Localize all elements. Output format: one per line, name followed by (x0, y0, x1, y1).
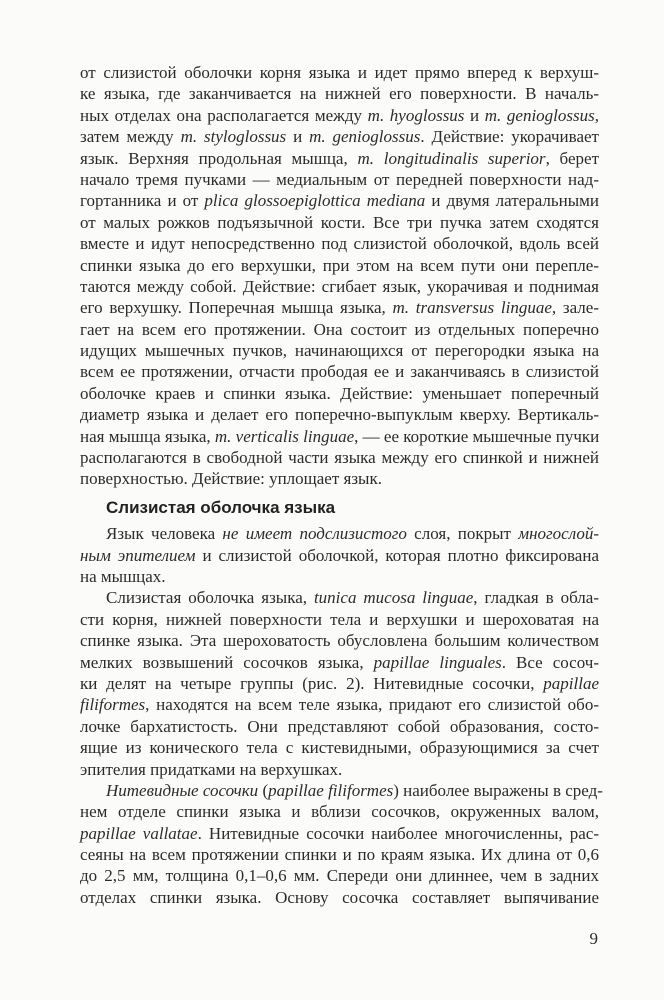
text-line (80, 190, 599, 211)
text-run: поверхностью. Действие: уплощает язык. (80, 469, 382, 489)
text-run: ( (258, 780, 269, 800)
text-line (80, 523, 599, 544)
text-line (80, 62, 599, 83)
text-line (80, 340, 599, 361)
text-run: мелких возвышений сосочков языка, (80, 652, 374, 672)
italic-term: tunica mucosa linguae (313, 588, 474, 608)
italic-term: papillae filiformes (268, 780, 394, 800)
text-line (80, 780, 603, 801)
text-line (80, 212, 599, 233)
text-run: идущих мышечных пучков, начинающихся от перегородки языка на (80, 341, 599, 361)
italic-term: многослой- (518, 524, 599, 544)
text-line (80, 587, 599, 608)
italic-term: m. hyoglossus (367, 105, 465, 125)
text-run: , зале- (551, 298, 599, 318)
text-run: от малых рожков подъязычной кости. Все три пучка затем сходятся (80, 212, 599, 232)
text-run: ящие из конического тела с кистевидными, образующимися за счет (80, 738, 599, 758)
text-run: спинки языка до его верхушки, при этом на всем пути они перепле- (80, 255, 599, 275)
text-line (80, 823, 599, 844)
italic-term: plica glossoepiglottica mediana (204, 191, 426, 211)
italic-term: papillae linguales (373, 652, 502, 672)
text-run: таются между собой. Действие: сгибает язык, укорачивая и поднимая (80, 276, 599, 296)
text-line (80, 630, 599, 651)
text-run: затем между (80, 127, 181, 147)
text-line (80, 83, 599, 104)
text-run: . Действие: укорачивает (420, 127, 599, 147)
text-run: располагаются в свободной части языка между его спинкой и нижней (80, 448, 599, 468)
text-line (80, 844, 599, 865)
text-run: язык. Верхняя продольная мышца, (80, 148, 358, 168)
text-run: Слизистая оболочка языка, (106, 588, 314, 608)
page-number: 9 (589, 929, 598, 948)
text-run: сти корня, нижней поверхности тела и верхушки и шероховатая на (80, 609, 599, 629)
text-run: . Нитевидные сосочки наиболее многочисленны, рас- (197, 823, 599, 843)
text-run: и (464, 105, 485, 125)
text-line (80, 545, 599, 566)
italic-term: не имеет подслизистого (222, 524, 407, 544)
text-run: , (594, 105, 599, 125)
text-run: слоя, покрыт (406, 524, 519, 544)
italic-term: papillae vallatae (80, 823, 198, 843)
section-heading: Слизистая оболочка языка (106, 497, 336, 517)
text-run: оболочке краев и спинки языка. Действие: уменьшает поперечный (80, 383, 599, 403)
paragraph (80, 780, 603, 908)
italic-term: m. styloglossus (180, 127, 287, 147)
text-run: Язык человека (106, 524, 223, 544)
text-line (80, 468, 599, 489)
text-line (80, 694, 599, 715)
text-run: ки делят на четыре группы (рис. 2). Нитевидные сосочки, (80, 673, 544, 693)
paragraph (80, 523, 599, 587)
text-line (80, 887, 599, 908)
text-line (80, 126, 599, 147)
text-run: гает на всем его протяжении. Она состоит из отдельных поперечно (80, 319, 599, 339)
text-run: и (286, 127, 310, 147)
text-line (80, 447, 599, 468)
italic-term: ным эпителием (80, 545, 196, 565)
text-run: от слизистой оболочки корня языка и идет прямо вперед к верхуш- (80, 63, 599, 82)
text-line (80, 169, 599, 190)
text-run: всем ее протяжении, отчасти прободая ее и заканчиваясь в слизистой (80, 362, 599, 382)
text-run: отделах спинки языка. Основу сосочка составляет выпячивание (80, 887, 599, 907)
text-line (80, 361, 599, 382)
text-line (80, 801, 599, 822)
text-line (80, 276, 599, 297)
text-run: , берет (545, 148, 600, 168)
text-run: диаметр языка и делает его поперечно-выпуклым кверху. Вертикаль- (80, 405, 599, 425)
italic-term: papillae (543, 673, 599, 693)
text-run: гортанника и от (80, 191, 205, 211)
text-line (80, 716, 599, 737)
text-run: , гладкая в обла- (473, 588, 599, 608)
text-run: лочке бархатистость. Они представляют собой образования, состо- (80, 716, 599, 736)
italic-term: m. genioglossus (484, 105, 595, 125)
text-run: до 2,5 мм, толщина 0,1–0,6 мм. Спереди они длиннее, чем в задних (80, 866, 599, 886)
text-run: ная мышца языка, (80, 426, 215, 446)
text-line (80, 404, 599, 425)
text-run: , находятся на всем теле языка, придают его слизистой обо- (145, 695, 599, 715)
text-run: ке языка, где заканчивается на нижней его поверхности. В началь- (80, 84, 599, 104)
italic-term: Нитевидные сосочки (106, 780, 259, 800)
text-run: вместе и идут непосредственно под слизистой оболочкой, вдоль всей (80, 234, 599, 254)
text-run: ) наиболее выражены в сред- (393, 780, 603, 800)
text-line (80, 673, 599, 694)
text-run: эпителия придатками на верхушках. (80, 759, 343, 779)
italic-term: m. genioglossus (309, 127, 421, 147)
italic-term: m. longitudinalis superior (357, 148, 546, 168)
text-line (80, 255, 599, 276)
text-line (80, 759, 599, 780)
text-run: , — ее короткие мышечные пучки (354, 426, 600, 446)
text-run: и слизистой оболочкой, которая плотно фиксирована (195, 545, 599, 565)
text-line (80, 319, 599, 340)
paragraph (80, 62, 599, 490)
text-run: сеяны на всем протяжении спинки и по краям языка. Их длина от 0,6 (80, 845, 599, 865)
text-run: на мышцах. (80, 566, 166, 586)
text-run: и двумя латеральными (425, 191, 599, 211)
paragraph (80, 587, 599, 780)
text-run: спинке языка. Эта шероховатость обусловлена большим количеством (80, 631, 599, 651)
text-line (80, 297, 599, 318)
italic-term: m. transversus linguae (392, 298, 552, 318)
text-line (80, 148, 599, 169)
text-line (80, 609, 599, 630)
text-run: нем отделе спинки языка и вблизи сосочков, окруженных валом, (80, 802, 599, 822)
text-run: . Все сосоч- (501, 652, 599, 672)
italic-term: m. verticalis linguae (214, 426, 355, 446)
text-line (80, 652, 599, 673)
body-text (80, 62, 603, 908)
text-line (80, 383, 599, 404)
text-line (80, 566, 599, 587)
text-line (80, 737, 599, 758)
text-run: его верхушку. Поперечная мышца языка, (80, 298, 393, 318)
text-run: ных отделах она располагается между (80, 105, 368, 125)
text-line (80, 426, 599, 447)
italic-term: filiformes (80, 695, 146, 715)
text-line (80, 233, 599, 254)
text-run: начало тремя пучками — медиальным от передней поверхности над- (80, 169, 599, 189)
text-line (80, 865, 599, 886)
text-line (80, 105, 599, 126)
